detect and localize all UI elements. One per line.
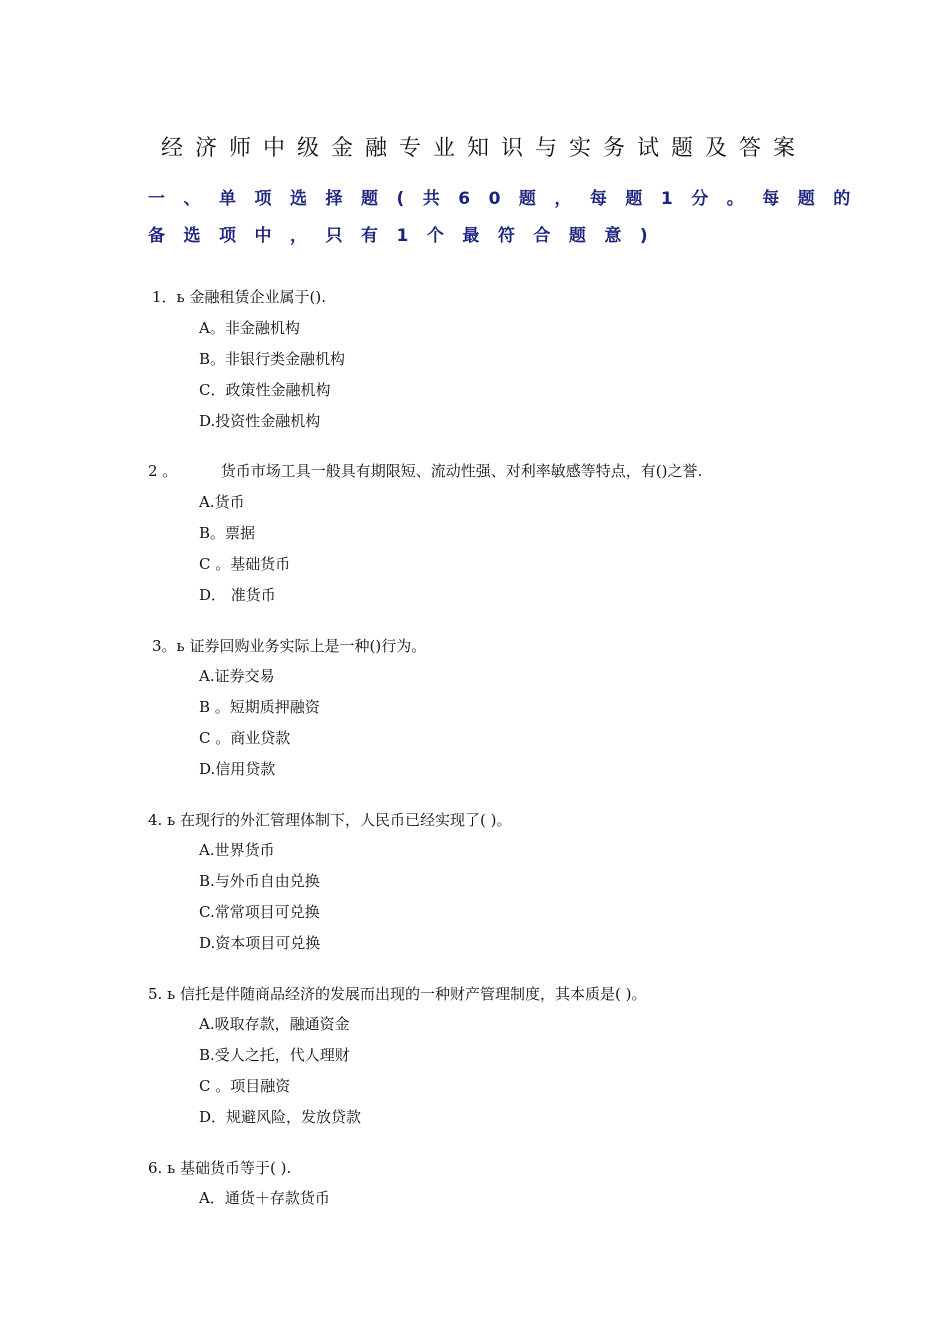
question-5: [148, 984, 647, 1004]
option-d: D.投资性金融机构: [199, 412, 321, 430]
question-text: 证券回购业务实际上是一种()行为。: [189, 637, 427, 655]
option-a: A。非金融机构: [199, 319, 300, 337]
option-d: D.资本项目可兑换: [199, 934, 321, 952]
question-text: 在现行的外汇管理体制下，人民币已经实现了( )。: [180, 811, 512, 829]
option-b: B.与外币自由兑换: [199, 872, 320, 890]
question-number: 4. ь: [148, 811, 176, 829]
question-6: [148, 1158, 291, 1178]
option-b: B。非银行类金融机构: [199, 350, 346, 368]
option-a: A.证券交易: [199, 667, 275, 685]
option-d: D． 准货币: [199, 586, 276, 604]
question-4: [148, 810, 512, 830]
question-number: 3。ь: [152, 637, 185, 655]
section-heading-line-1: 一、单项选择题(共60题，每题1分。每题的: [148, 189, 869, 209]
question-text: 信托是伴随商品经济的发展而出现的一种财产管理制度，其本质是( )。: [180, 985, 647, 1003]
question-3: [152, 636, 426, 656]
section-heading-line-2: 备选项中，只有1个最符合题意): [148, 226, 667, 246]
option-a: A．通货＋存款货币: [199, 1189, 330, 1207]
document-title: 经济师中级金融专业知识与实务试题及答案: [160, 136, 807, 161]
option-c: C 。商业贷款: [199, 729, 291, 747]
question-number: 2 。: [148, 462, 178, 480]
question-number: 5. ь: [148, 985, 176, 1003]
option-a: A.货币: [199, 493, 245, 511]
option-c: C 。项目融资: [199, 1077, 291, 1095]
question-1: [152, 287, 326, 307]
option-d: D.信用贷款: [199, 760, 276, 778]
option-c: C．政策性金融机构: [199, 381, 331, 399]
question-number: 1．ь: [152, 288, 185, 306]
question-text: 金融租赁企业属于().: [189, 288, 326, 306]
option-b: B。票据: [199, 524, 256, 542]
question-text: 货币市场工具一般具有期限短、流动性强、对利率敏感等特点，有()之誉.: [220, 462, 703, 480]
option-a: A.世界货币: [199, 841, 275, 859]
option-a: A.吸取存款，融通资金: [199, 1015, 350, 1033]
option-b: B 。短期质押融资: [199, 698, 320, 716]
option-b: B.受人之托，代人理财: [199, 1046, 350, 1064]
question-text: 基础货币等于( ).: [180, 1159, 292, 1177]
option-c: C.常常项目可兑换: [199, 903, 320, 921]
question-number: 6. ь: [148, 1159, 176, 1177]
option-d: D．规避风险，发放贷款: [199, 1108, 362, 1126]
question-2: [148, 461, 702, 481]
option-c: C 。基础货币: [199, 555, 291, 573]
